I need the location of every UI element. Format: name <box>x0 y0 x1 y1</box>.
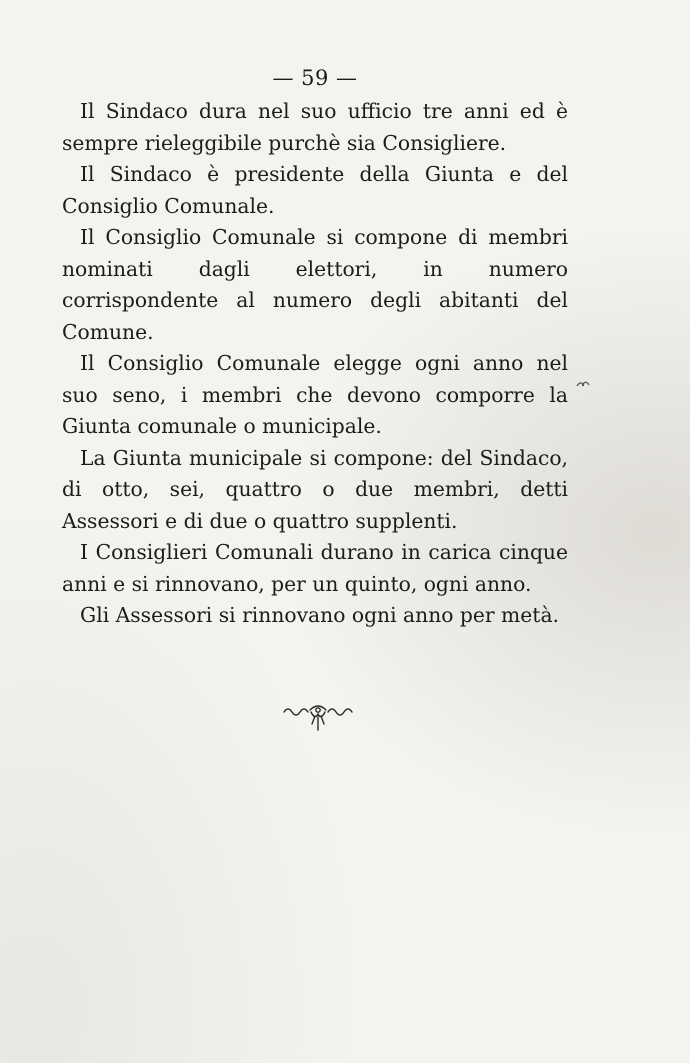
paragraph-6: I Consiglieri Comunali durano in carica cinque anni e si rinnovano, per un quinto, ogni anno. <box>62 540 568 596</box>
body-text <box>62 96 568 632</box>
paragraph-1: Il Sindaco dura nel suo ufficio tre anni ed è sempre rieleggibile purchè sia Consigliere. <box>62 99 568 155</box>
paragraph-2: Il Sindaco è presidente della Giunta e del Consiglio Comunale. <box>62 162 568 218</box>
paragraph-5: La Giunta municipale si compone: del Sindaco, di otto, sei, quattro o due membri, detti Assessori e di due o quattro supplenti. <box>62 445 568 533</box>
paragraph-7: Gli Assessori si rinnovano ogni anno per metà. <box>80 603 559 627</box>
ink-speck-icon <box>576 378 590 388</box>
paragraph-4: Il Consiglio Comunale elegge ogni anno nel suo seno, i membri che devono comporre la Giunta comunale o municipale. <box>62 351 568 438</box>
paragraph-3: Il Consiglio Comunale si compone di membri nominati dagli elettori, in numero corrispondente al numero degli abitanti del Comune. <box>62 225 568 344</box>
page-number: — 59 — <box>272 66 358 90</box>
floral-tailpiece-icon <box>282 700 354 734</box>
